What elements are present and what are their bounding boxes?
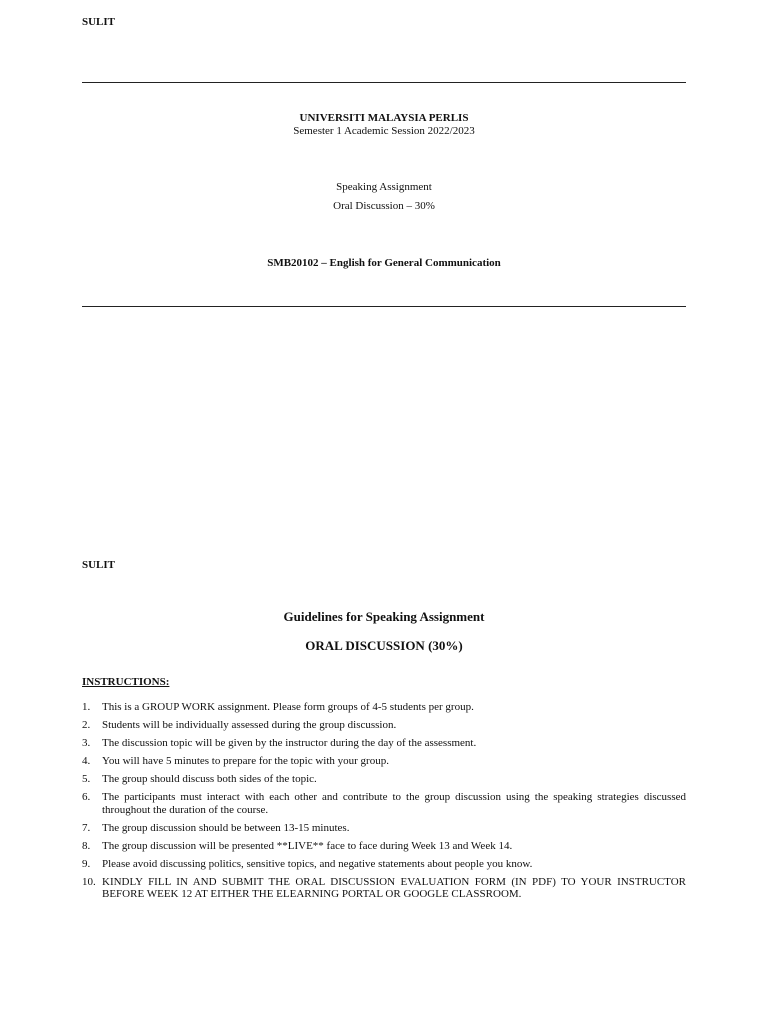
instruction-text: You will have 5 minutes to prepare for the topic with your group. bbox=[102, 755, 389, 767]
guidelines-title: Guidelines for Speaking Assignment bbox=[283, 609, 485, 624]
assignment-weight: Oral Discussion – 30% bbox=[333, 200, 435, 212]
assignment-title: Speaking Assignment bbox=[336, 181, 432, 193]
instruction-number: 9. bbox=[82, 857, 91, 870]
instructions-list bbox=[82, 701, 686, 906]
instruction-text: The discussion topic will be given by the instructor during the day of the assessment. bbox=[102, 737, 477, 749]
instruction-item bbox=[82, 791, 686, 816]
page2-header-mark: SULIT bbox=[82, 559, 116, 571]
university-name: UNIVERSITI MALAYSIA PERLIS bbox=[299, 112, 469, 124]
top-divider bbox=[82, 82, 686, 83]
instruction-text: The group discussion should be between 13-15 minutes. bbox=[102, 821, 350, 834]
instruction-text: The group discussion will be presented **LIVE** face to face during Week 13 and Week 14. bbox=[102, 839, 513, 852]
instruction-number: 7. bbox=[82, 821, 91, 834]
instruction-number: 8. bbox=[82, 839, 91, 852]
semester-text: Semester 1 Academic Session 2022/2023 bbox=[293, 125, 475, 137]
instruction-number: 3. bbox=[82, 737, 91, 749]
course-title: SMB20102 – English for General Communication bbox=[267, 257, 501, 269]
instruction-number: 6. bbox=[82, 791, 91, 803]
instruction-item bbox=[82, 737, 686, 750]
instruction-item bbox=[82, 876, 686, 901]
instruction-item bbox=[82, 822, 686, 835]
instruction-item bbox=[82, 858, 686, 871]
guidelines-subtitle: ORAL DISCUSSION (30%) bbox=[305, 638, 463, 653]
instruction-item bbox=[82, 755, 686, 768]
instruction-number: 4. bbox=[82, 755, 91, 767]
instruction-number: 10. bbox=[82, 875, 96, 888]
instruction-number: 1. bbox=[82, 701, 91, 713]
instructions-heading: INSTRUCTIONS: bbox=[82, 676, 170, 688]
instruction-number: 5. bbox=[82, 773, 91, 785]
instruction-item bbox=[82, 701, 686, 714]
instruction-item bbox=[82, 719, 686, 732]
instruction-number: 2. bbox=[82, 719, 91, 731]
instruction-text: This is a GROUP WORK assignment. Please form groups of 4-5 students per group. bbox=[102, 701, 474, 713]
instruction-text: The participants must interact with each other and contribute to the group discussion using the speaking strategies discussed throughout the duration of the course. bbox=[102, 791, 686, 816]
instruction-text: The group should discuss both sides of the topic. bbox=[102, 773, 317, 785]
page-header-mark: SULIT bbox=[82, 16, 116, 28]
instruction-text: KINDLY FILL IN AND SUBMIT THE ORAL DISCUSSION EVALUATION FORM (IN PDF) TO YOUR INSTRUCTOR BEFORE WEEK 12 AT EITHER THE ELEARNING PORTAL OR GOOGLE CLASSROOM. bbox=[102, 875, 686, 900]
instruction-item bbox=[82, 773, 686, 786]
instruction-item bbox=[82, 840, 686, 853]
instruction-text: Students will be individually assessed during the group discussion. bbox=[102, 719, 397, 731]
instruction-text: Please avoid discussing politics, sensitive topics, and negative statements about people you know. bbox=[102, 857, 533, 870]
bottom-divider bbox=[82, 306, 686, 307]
